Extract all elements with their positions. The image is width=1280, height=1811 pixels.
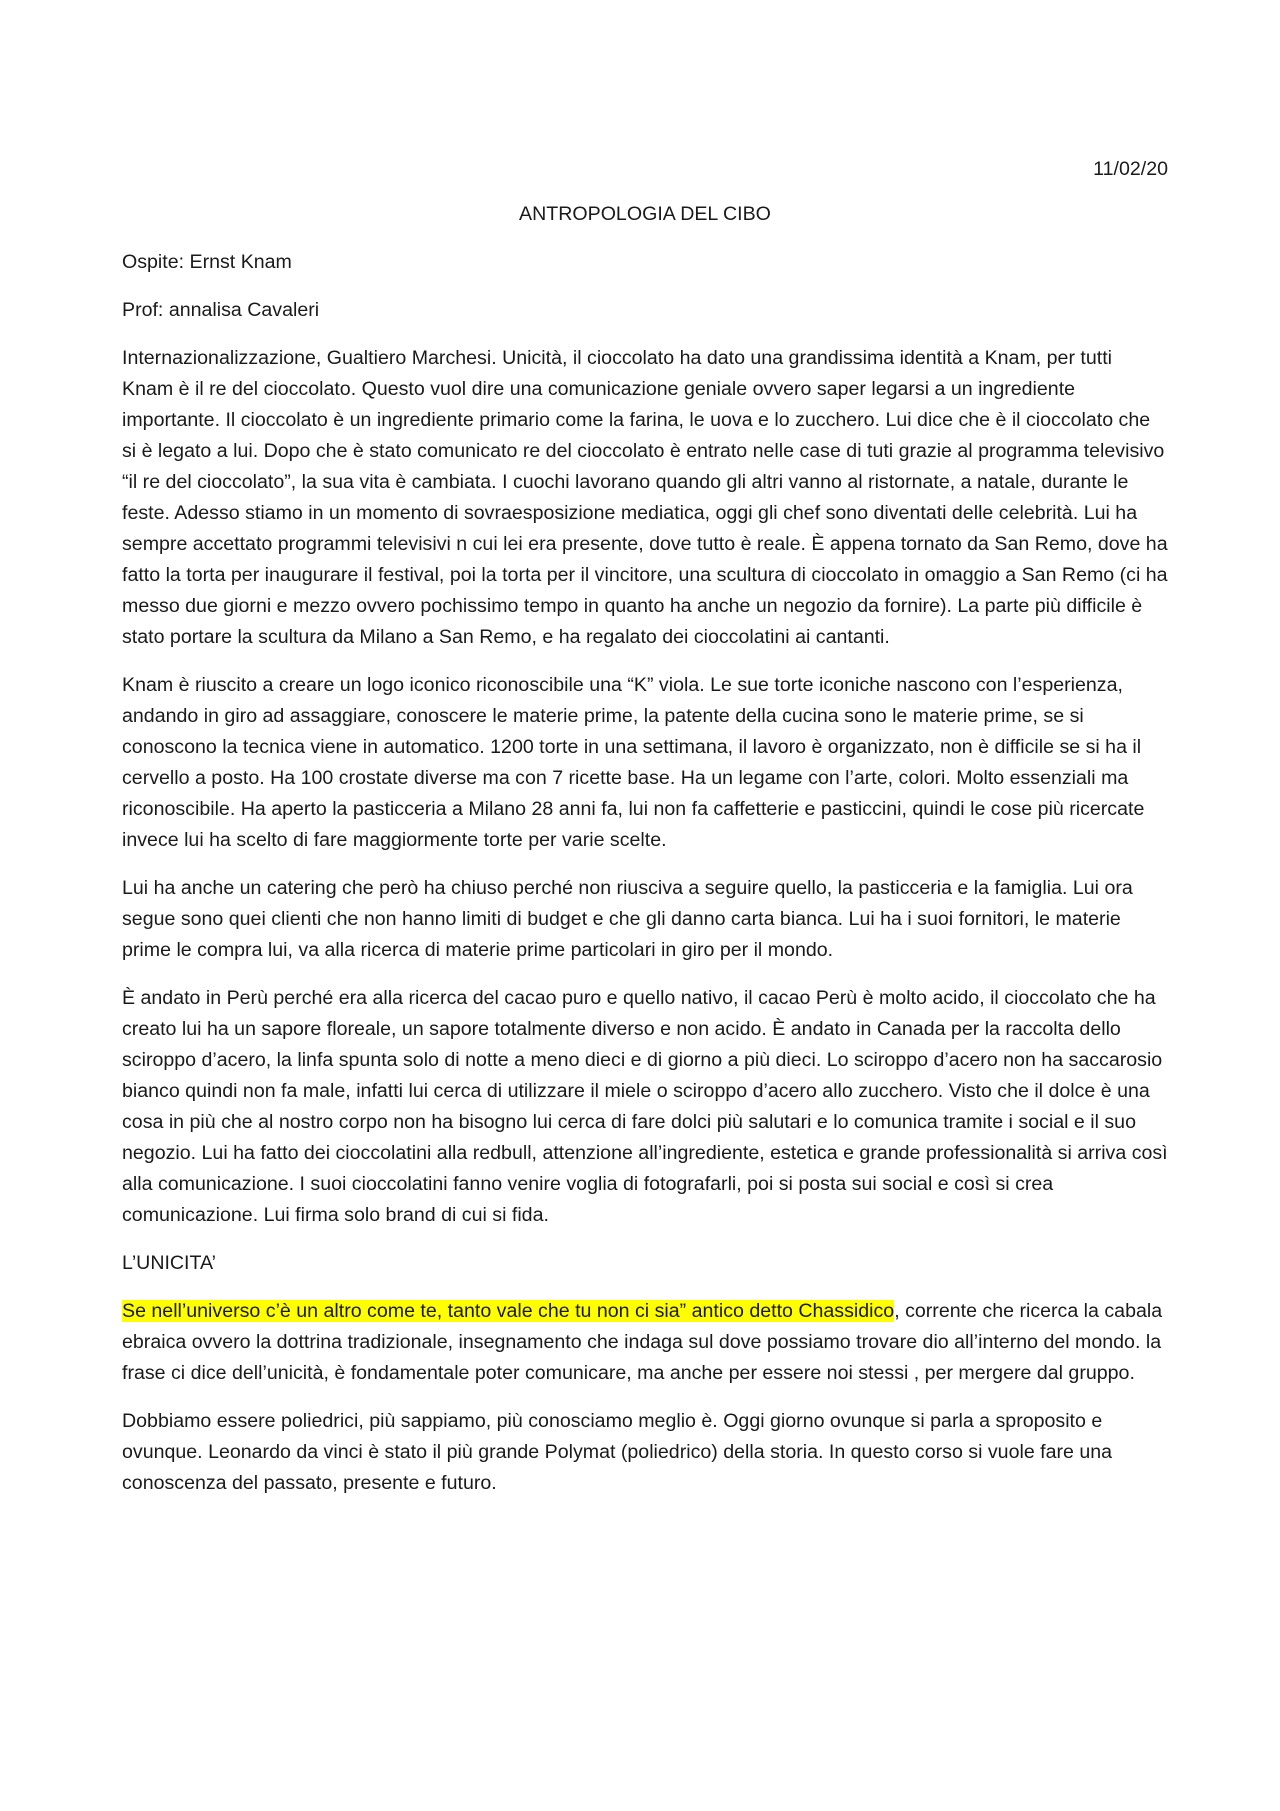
professor-line: Prof: annalisa Cavaleri [122,299,320,321]
document-title: ANTROPOLOGIA DEL CIBO [519,203,771,225]
guest-line: Ospite: Ernst Knam [122,251,292,273]
date: 11/02/20 [1093,158,1168,180]
paragraph-6: Dobbiamo essere poliedrici, più sappiamo, più conosciamo meglio è. Oggi giorno ovunque si parla a sproposito e ovunque. Leonardo da vinci è stato il più grande Polymat (poliedrico) della storia. In questo corso si vuole fare una conoscenza del passato, presente e futuro. [122,1410,1113,1494]
section-heading: L’UNICITA’ [122,1252,216,1274]
paragraph-5 [122,1296,1168,1389]
document-content [122,154,1168,1516]
paragraph-3: Lui ha anche un catering che però ha chiuso perché non riusciva a seguire quello, la pasticceria e la famiglia. Lui ora segue sono quei clienti che non hanno limiti di budget e che gli danno carta bianca. Lui ha i suoi fornitori, le materie prime le compra lui, va alla ricerca di materie prime particolari in giro per il mondo. [122,877,1133,961]
paragraph-2: Knam è riuscito a creare un logo iconico riconoscibile una “K” viola. Le sue torte iconiche nascono con l’esperienza, andando in giro ad assaggiare, conoscere le materie prime, la patente della cucina sono le materie prime, se si conoscono la tecnica viene in automatico. 1200 torte in una settimana, il lavoro è organizzato, non è difficile se si ha il cervello a posto. Ha 100 crostate diverse ma con 7 ricette base. Ha un legame con l’arte, colori. Molto essenziali ma riconoscibile. Ha aperto la pasticceria a Milano 28 anni fa, lui non fa caffetterie e pasticcini, quindi le cose più ricercate invece lui ha scelto di fare maggiormente torte per varie scelte. [122,674,1145,851]
paragraph-1: Internazionalizzazione, Gualtiero Marchesi. Unicità, il cioccolato ha dato una grandissima identità a Knam, per tutti Knam è il re del cioccolato. Questo vuol dire una comunicazione geniale ovvero saper legarsi a un ingrediente importante. Il cioccolato è un ingrediente primario come la farina, le uova e lo zucchero. Lui dice che è il cioccolato che si è legato a lui. Dopo che è stato comunicato re del cioccolato è entrato nelle case di tuti grazie al programma televisivo “il re del cioccolato”, la sua vita è cambiata. I cuochi lavorano quando gli altri vanno al ristornate, a natale, durante le feste. Adesso stiamo in un momento di sovraesposizione mediatica, oggi gli chef sono diventati delle celebrità. Lui ha sempre accettato programmi televisivi n cui lei era presente, dove tutto è reale. È appena tornato da San Remo, dove ha fatto la torta per inaugurare il festival, poi la torta per il vincitore, una scultura di cioccolato in omaggio a San Remo (ci ha messo due giorni e mezzo ovvero pochissimo tempo in quanto ha anche un negozio da fornire). La parte più difficile è stato portare la scultura da Milano a San Remo, e ha regalato dei cioccolatini ai cantanti. [122,347,1168,648]
paragraph-4: È andato in Perù perché era alla ricerca del cacao puro e quello nativo, il cacao Perù è molto acido, il cioccolato che ha creato lui ha un sapore floreale, un sapore totalmente diverso e non acido. È andato in Canada per la raccolta dello sciroppo d’acero, la linfa spunta solo di notte a meno dieci e di giorno a più dieci. Lo sciroppo d’acero non ha saccarosio bianco quindi non fa male, infatti lui cerca di utilizzare il miele o sciroppo d’acero allo zucchero. Visto che il dolce è una cosa in più che al nostro corpo non ha bisogno lui cerca di fare dolci più salutari e lo comunica tramite i social e il suo negozio. Lui ha fatto dei cioccolatini alla redbull, attenzione all’ingrediente, estetica e grande professionalità si arriva così alla comunicazione. I suoi cioccolatini fanno venire voglia di fotografarli, poi si posta sui social e così si crea comunicazione. Lui firma solo brand di cui si fida. [122,987,1168,1226]
paragraph-5-rest: , corrente che ricerca la cabala ebraica ovvero la dottrina tradizionale, insegnamento che indaga sul dove possiamo trovare dio all’interno del mondo. la frase ci dice dell’unicità, è fondamentale poter comunicare, ma anche per essere noi stessi , per mergere dal gruppo. [122,1300,1163,1384]
highlighted-quote: Se nell’universo c’è un altro come te, tanto vale che tu non ci sia” antico detto Chassidico [122,1300,895,1322]
